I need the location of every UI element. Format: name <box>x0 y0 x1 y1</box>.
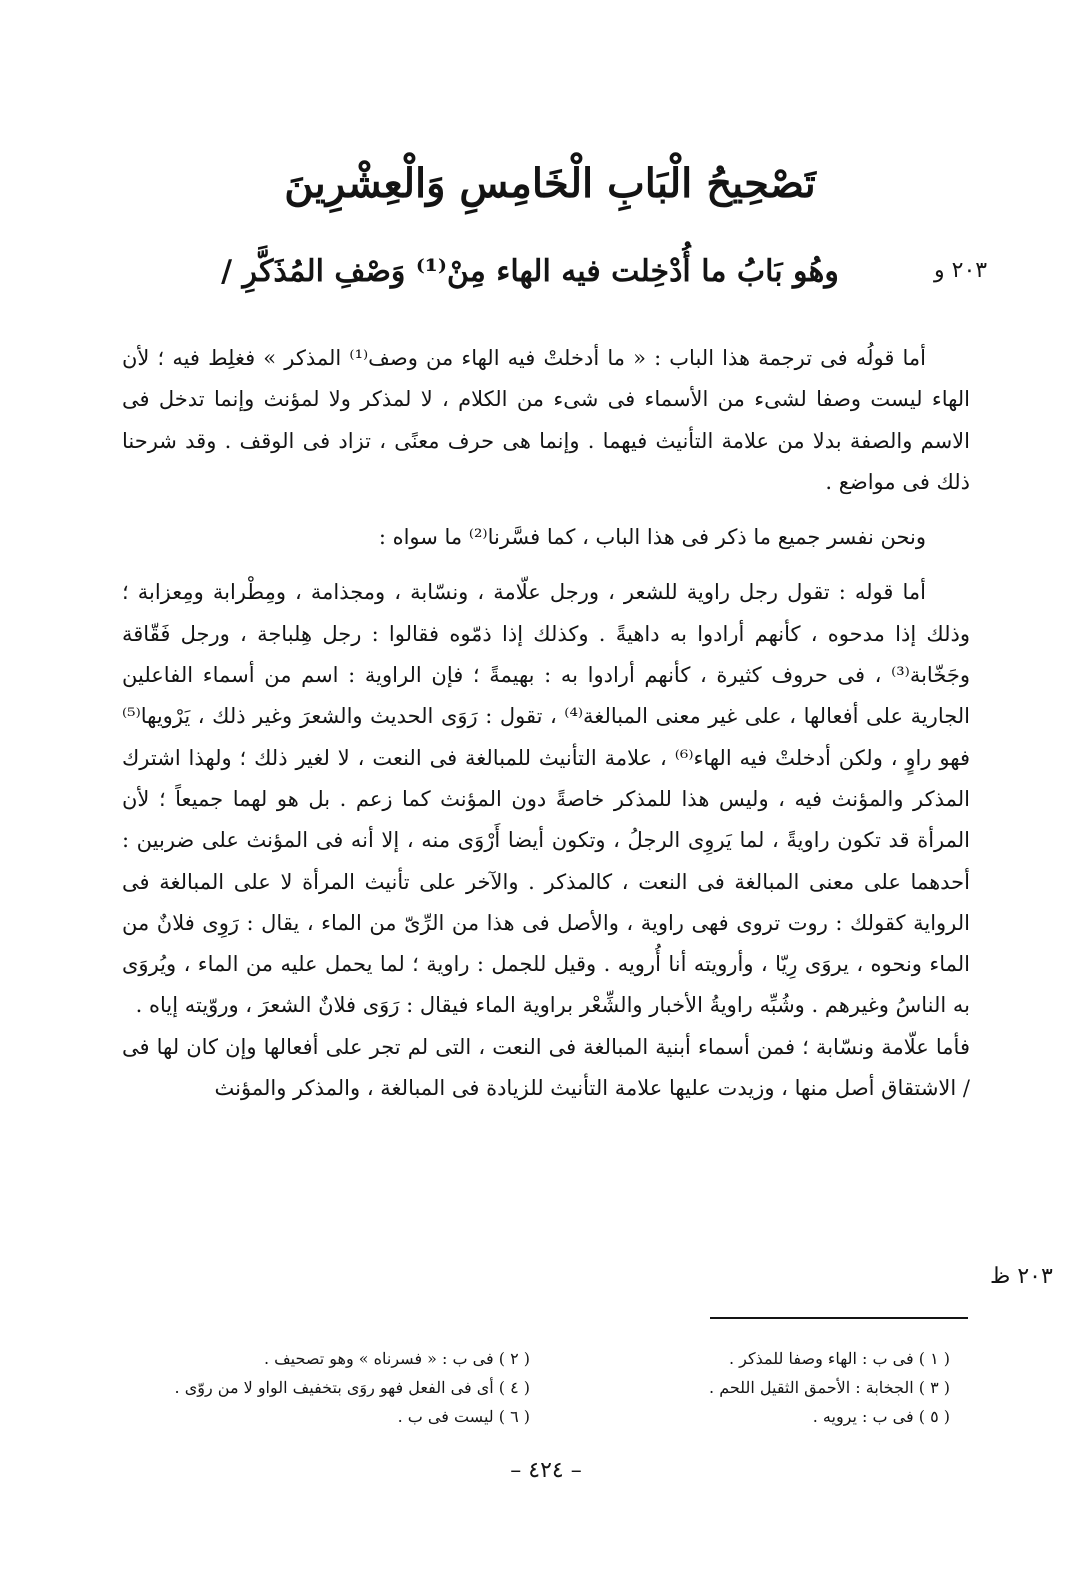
footnote-3: ( ٣ ) الجخابة : الأحمق الثقيل اللحم . <box>709 1378 950 1397</box>
footnote-6: ( ٦ ) ليست فى ب . <box>397 1407 530 1426</box>
paragraph-1: أما قولُه فى ترجمة هذا الباب : « ما أدخلتْ فيه الهاء من وصف⁽¹⁾ المذكر » فغلِط فيه ؛ لأن الهاء ليست وصفا لشىء من الأسماء فى شىء من الكلام ، لا لمذكر ولا لمؤنث وإنما تدخل فى الاسم والصفة بدلا من علامة التأنيث فيهما . وإنما هى حرف معنًى ، تزاد فى الوقف . وقد شرحنا ذلك فى مواضع . <box>122 346 970 494</box>
page-number: – ٤٢٤ – <box>510 1458 582 1483</box>
chapter-title: تَصْحِيحُ الْبَابِ الْخَامِسِ وَالْعِشْرِينَ <box>284 160 816 207</box>
paragraph-4: فأما علّامة ونسّابة ؛ فمن أسماء أبنية المبالغة فى النعت ، التى لم تجر على أفعالها وإن كان لها فى / الاشتقاق أصل منها ، وزيدت عليها علامة التأنيث للزيادة فى المبالغة ، والمذكر والمؤنث <box>122 1034 970 1101</box>
body-text <box>122 338 970 1109</box>
margin-folio-note-top: ٢٠٣ و <box>934 258 988 283</box>
footnotes <box>150 1344 950 1431</box>
margin-folio-note-bottom: ٢٠٣ ظ <box>990 1264 1053 1289</box>
chapter-subtitle: وهُو بَابُ ما أُدْخِلت فيه الهاء مِنْ⁽¹⁾ وَصْفِ المُذَكَّرِ / <box>221 254 839 289</box>
paragraph-2: ونحن نفسر جميع ما ذكر فى هذا الباب ، كما فسَّرنا⁽²⁾ ما سواه : <box>378 525 926 550</box>
paragraph-3: أما قوله : تقول رجل راوية للشعر ، ورجل علّامة ، ونسّابة ، ومجذامة ، ومِطْرابة ومِعزابة ؛ وذلك إذا مدحوه ، كأنهم أرادوا به داهيةً . وكذلك إذا ذمّوه فقالوا : رجل هِلباجة ، ورجل فَقّاقة وجَخّابة⁽³⁾ ، فى حروف كثيرة ، كأنهم أرادوا به : بهيمةً ؛ فإن الراوية : اسم من أسماء الفاعلين الجارية على أفعالها ، على غير معنى المبالغة⁽⁴⁾ ، تقول : رَوَى الحديث والشعرَ وغير ذلك ، يَرْويها⁽⁵⁾ فهو راوٍ ، ولكن أدخلتْ فيه الهاء⁽⁶⁾ ، علامة التأنيث للمبالغة فى النعت ، لا لغير ذلك ؛ ولهذا اشترك المذكر والمؤنث فيه ، وليس هذا للمذكر خاصةً دون المؤنث كما زعم . بل هو لهما جميعاً ؛ لأن المرأة قد تكون راويةً ، لما يَروِى الرجلُ ، وتكون أيضا أَرْوَى منه ، إلا أنه فى المؤنث على ضربين : أحدهما على معنى المبالغة فى النعت ، كالمذكر . والآخر على تأنيث المرأة لا على المبالغة فى الرواية كقولك : روت تروى فهى راوية ، والأصل فى هذا من الرِّىّ من الماء ، يقال : رَوِى فلانٌ من الماء ونحوه ، يروَى رِيّا ، وأرويته أنا أُرويه . وقيل للجمل : راوية ؛ لما يحمل عليه من الماء ، ويُروَى به الناسُ وغيرهم . وشُبِّه راويةُ الأخبار والشِّعْر براوية الماء فيقال : رَوَى فلانٌ الشعرَ ، وروّيته إياه . <box>122 580 971 1018</box>
footnote-2: ( ٢ ) فى ب : « فسرناه » وهو تصحيف . <box>263 1349 530 1368</box>
footnote-5: ( ٥ ) فى ب : يرويه . <box>812 1407 950 1426</box>
footnote-4: ( ٤ ) أى فى الفعل فهو روَى بتخفيف الواو لا من روّى . <box>174 1378 530 1397</box>
footnote-1: ( ١ ) فى ب : الهاء وصفا للمذكر . <box>728 1349 950 1368</box>
footnote-divider <box>710 1317 968 1319</box>
